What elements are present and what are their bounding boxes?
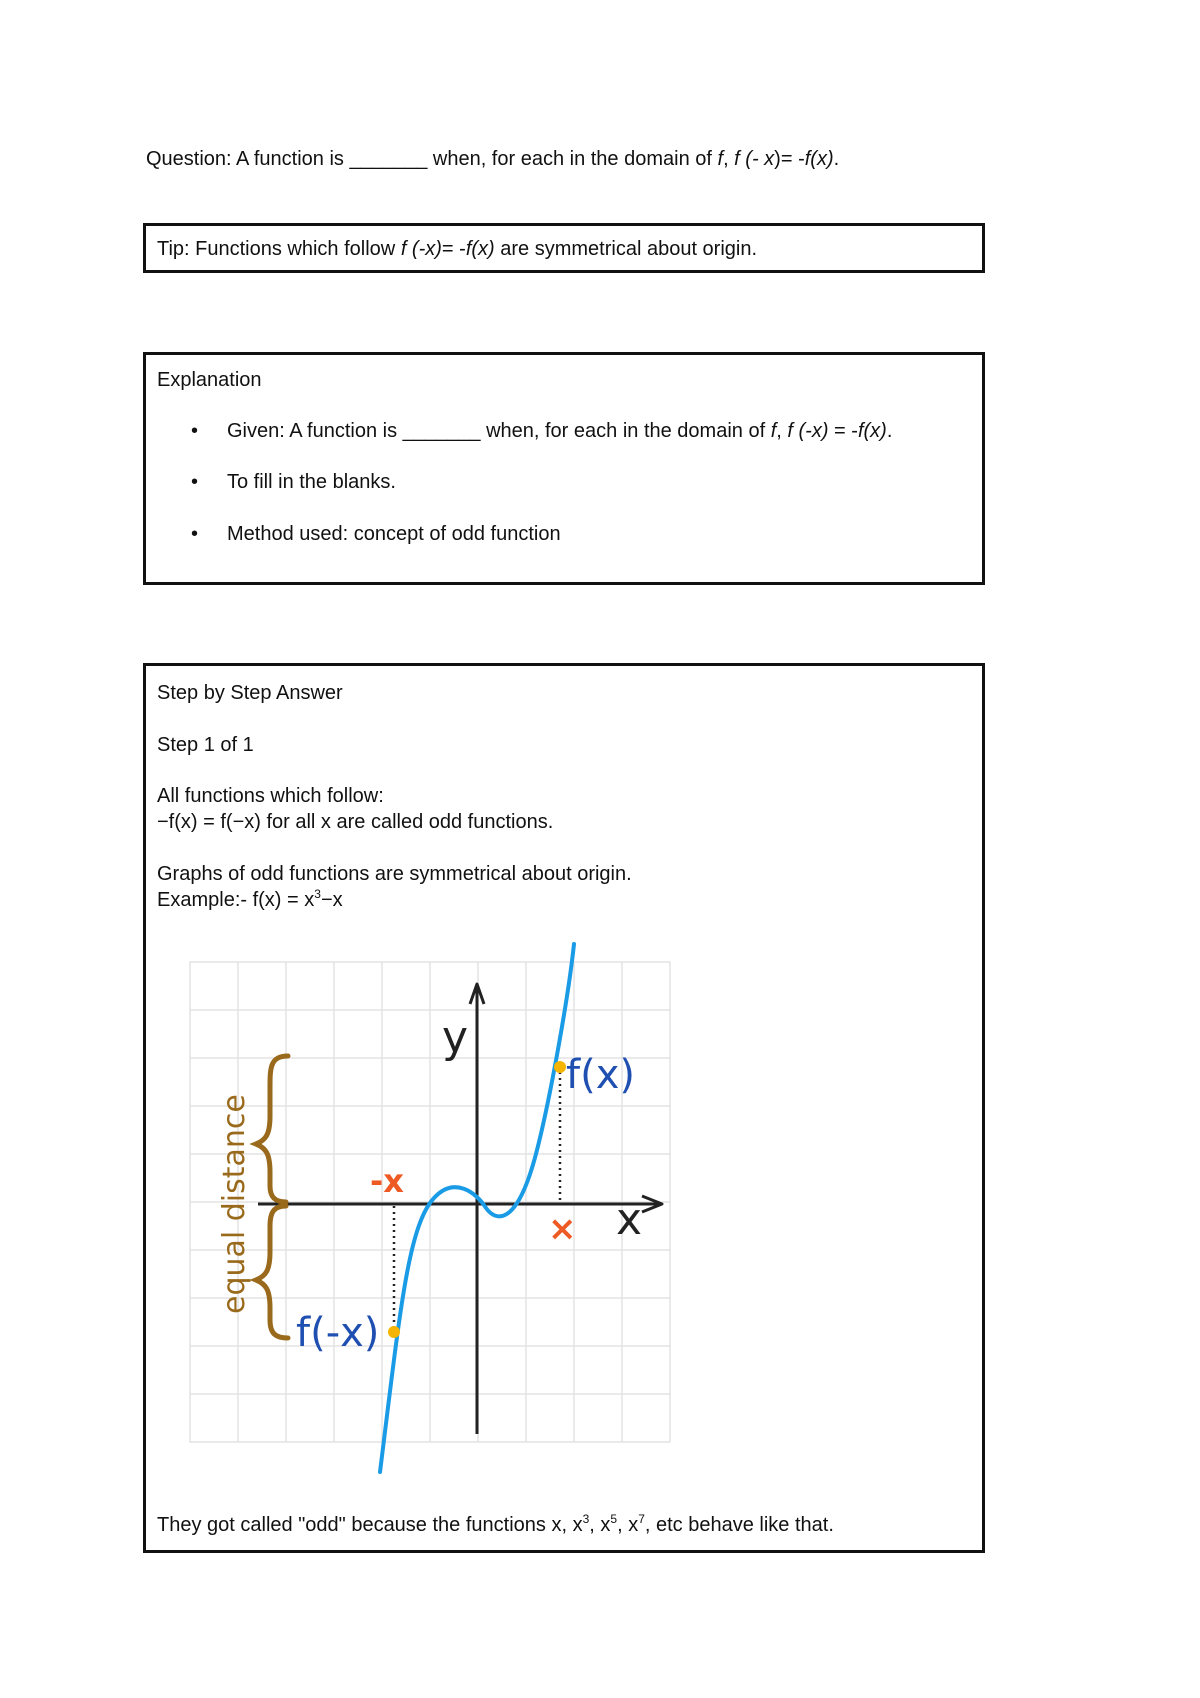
negx-label: -x <box>370 1162 404 1200</box>
posx-mark: × <box>548 1209 577 1249</box>
explanation-box <box>143 352 985 585</box>
answer-line-2: −f(x) = f(−x) for all x are called odd functions. <box>157 811 554 833</box>
fx-label: f(x) <box>566 1052 635 1098</box>
question-end: . <box>833 148 840 170</box>
given-f: f <box>770 420 777 442</box>
question-text <box>146 146 839 172</box>
question-label: Question: A function is _______ when, for each in the domain of <box>146 148 718 170</box>
given-start: Given: A function is _______ when, for each in the domain of <box>227 420 771 442</box>
brace-bottom <box>256 1206 288 1338</box>
point-fx <box>554 1061 566 1073</box>
closing-end: , etc behave like that. <box>644 1514 834 1536</box>
question-expr-start: f (- <box>728 148 765 170</box>
tip-rest: are symmetrical about origin. <box>494 238 758 260</box>
point-fnegx <box>388 1326 400 1338</box>
tip-text <box>157 236 757 262</box>
fill-text: To fill in the blanks. <box>227 471 396 493</box>
closing-exp-7: 7 <box>638 1512 645 1526</box>
answer-line-3: Graphs of odd functions are symmetrical about origin. <box>157 863 632 885</box>
question-fx: f(x) <box>804 148 834 170</box>
closing-line <box>157 1512 834 1538</box>
step-label: Step 1 of 1 <box>157 734 254 756</box>
answer-line-1: All functions which follow: <box>157 785 384 807</box>
closing-start: They got called "odd" because the functions x, x <box>157 1514 583 1536</box>
given-fx: f(x) <box>857 420 887 442</box>
given-eq: = - <box>828 420 858 442</box>
question-comma: , <box>723 148 729 170</box>
given-comma: , <box>776 420 788 442</box>
tip-expr2: f(x) <box>465 238 495 260</box>
example-line <box>157 887 343 913</box>
question-x: x <box>764 148 775 170</box>
closing-exp-5: 5 <box>610 1512 618 1526</box>
closing-exp-3: 3 <box>582 1512 590 1526</box>
bullet-icon: • <box>191 420 199 442</box>
example-end: −x <box>320 889 343 911</box>
odd-function-diagram <box>186 940 676 1480</box>
tip-eq: = - <box>441 238 466 260</box>
given-expr: f (-x) <box>787 420 829 442</box>
explanation-title: Explanation <box>157 369 262 391</box>
list-item-given <box>146 419 982 443</box>
example-exponent: 3 <box>314 887 321 901</box>
tip-expr1: f (-x) <box>400 238 442 260</box>
bullet-icon: • <box>191 523 199 545</box>
closing-sep-2: , x <box>617 1514 639 1536</box>
example-start: Example:- f(x) = x <box>157 889 315 911</box>
equal-distance-label: equal distance <box>217 1094 252 1314</box>
list-item-fill <box>146 470 982 494</box>
closing-sep-1: , x <box>589 1514 611 1536</box>
y-axis-label: y <box>442 1012 469 1063</box>
question-f: f <box>717 148 724 170</box>
answer-title: Step by Step Answer <box>157 682 343 704</box>
tip-box <box>143 223 985 273</box>
x-axis-label: x <box>616 1194 643 1245</box>
tip-label: Tip: Functions which follow <box>157 238 401 260</box>
given-end: . <box>886 420 893 442</box>
explanation-list <box>146 419 982 546</box>
fnegx-label: f(-x) <box>296 1310 380 1356</box>
method-text: Method used: concept of odd function <box>227 523 561 545</box>
question-expr-mid: )= - <box>774 148 805 170</box>
list-item-method <box>146 522 982 546</box>
bullet-icon: • <box>191 471 199 493</box>
brace-top <box>256 1056 288 1202</box>
